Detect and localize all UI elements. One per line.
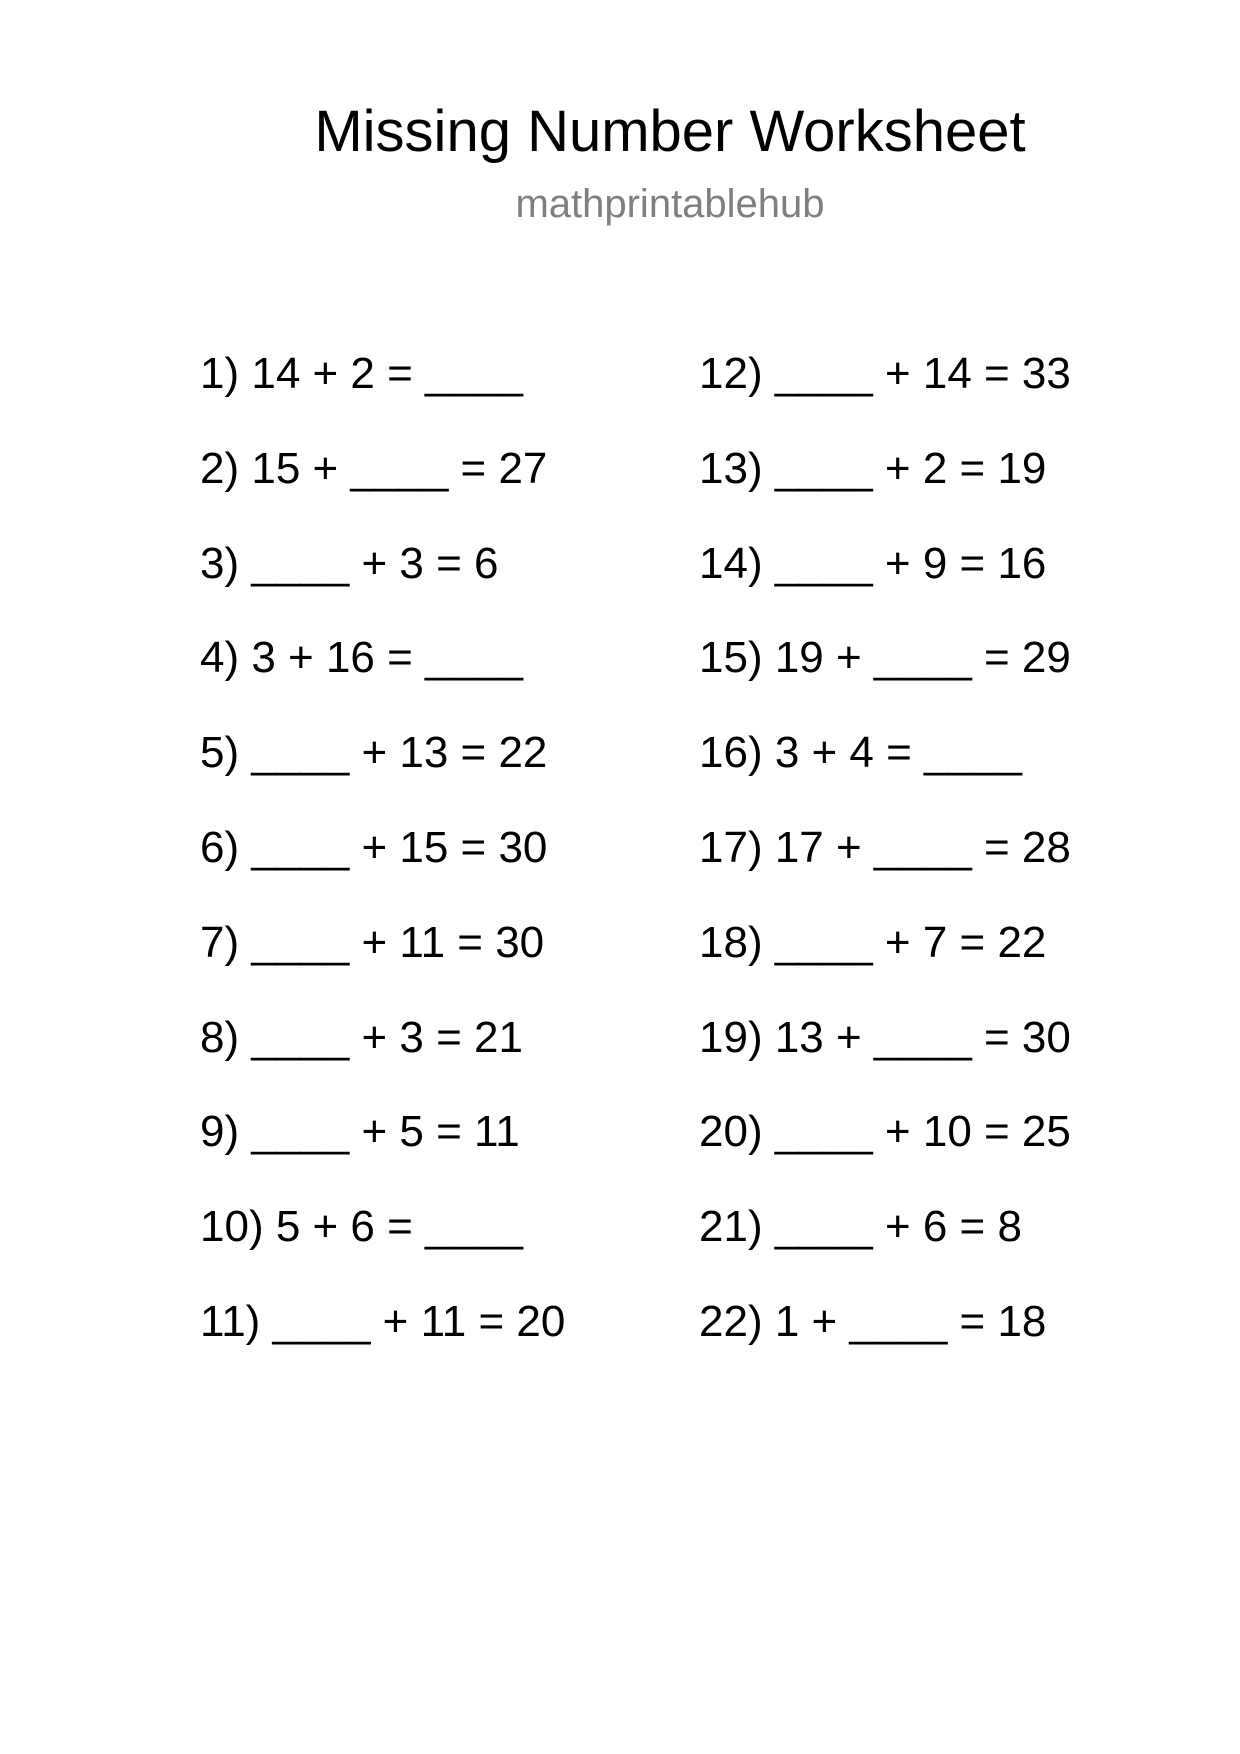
problem-item: 8) ____ + 3 = 21 — [200, 1012, 523, 1062]
problem-item: 17) 17 + ____ = 28 — [699, 822, 1071, 872]
problem-item: 4) 3 + 16 = ____ — [200, 633, 523, 683]
problem-item: 16) 3 + 4 = ____ — [699, 728, 1022, 778]
problem-item: 10) 5 + 6 = ____ — [200, 1202, 523, 1252]
problem-item: 2) 15 + ____ = 27 — [200, 443, 548, 493]
problem-item: 7) ____ + 11 = 30 — [200, 917, 545, 967]
problem-item: 9) ____ + 5 = 11 — [200, 1107, 520, 1157]
problem-item: 6) ____ + 15 = 30 — [200, 822, 548, 872]
problem-item: 1) 14 + 2 = ____ — [200, 349, 523, 398]
problem-item: 20) ____ + 10 = 25 — [699, 1107, 1071, 1157]
problem-column-left — [200, 346, 565, 1389]
worksheet-title: Missing Number Worksheet — [314, 99, 1026, 164]
problem-item: 22) 1 + ____ = 18 — [699, 1296, 1047, 1346]
problem-column-right — [699, 346, 1071, 1389]
problem-item: 3) ____ + 3 = 6 — [200, 538, 499, 588]
worksheet-subtitle: mathprintablehub — [515, 182, 825, 226]
problem-item: 18) ____ + 7 = 22 — [699, 917, 1047, 967]
problem-item: 21) ____ + 6 = 8 — [699, 1202, 1022, 1252]
problem-item: 14) ____ + 9 = 16 — [699, 538, 1047, 588]
problem-item: 13) ____ + 2 = 19 — [699, 443, 1047, 493]
problem-item: 11) ____ + 11 = 20 — [200, 1296, 566, 1346]
problem-item: 5) ____ + 13 = 22 — [200, 728, 548, 778]
problem-item: 15) 19 + ____ = 29 — [699, 633, 1071, 683]
problem-item: 12) ____ + 14 = 33 — [699, 349, 1071, 398]
problem-item: 19) 13 + ____ = 30 — [699, 1012, 1071, 1062]
